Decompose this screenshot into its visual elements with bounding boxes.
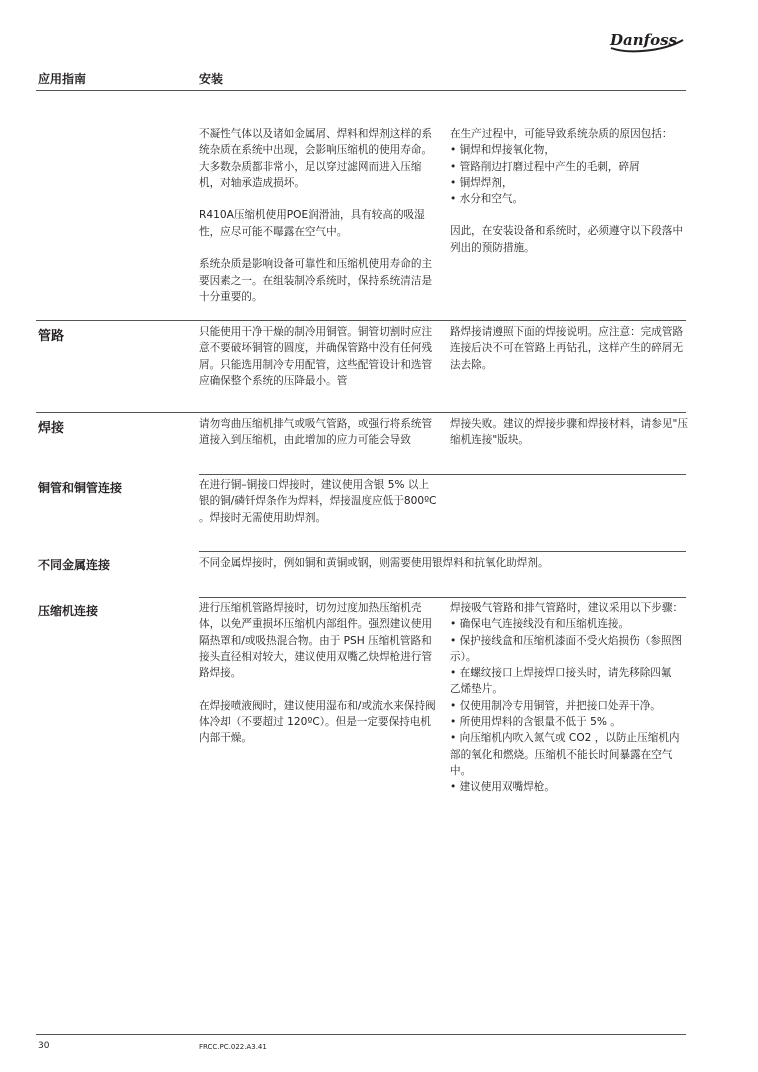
list-item: • 铜焊焊剂， [450,176,513,189]
header-rule [36,90,686,91]
piping-left-text: 只能使用干净干燥的制冷用铜管。铜管切割时应注意不要破坏铜管的圆度，并确保管路中没有任何残屑。只能选用制冷专用配管，这些配管设计和选管应确保整个系统的压降最小。管 [199,326,433,387]
list-item: • 保护接线盒和压缩机漆面不受火焰损伤（参照图 [450,634,683,647]
intro-lead: 在生产过程中，可能导致系统杂质的原因包括： [450,128,673,140]
intro-paragraph: 系统杂质是影响设备可靠性和压缩机使用寿命的主要因素之一。在组装制冷系统时，保持系统清洁是十分重要的。 [199,258,433,303]
logo-text: Danfoss [610,31,677,49]
piping-right-text: 路焊接请遵照下面的焊接说明。应注意：完成管路连接后决不可在管路上再钻孔，这样产生的碎屑无法去除。 [450,326,684,371]
footer-rule [36,1034,686,1035]
compressor-paragraph: 在焊接喷液阀时，建议使用湿布和/或流水来保持阀体冷却（不要超过 120ºC）。但是一定要保持电机内部干燥。 [199,699,436,745]
section-label-copper: 铜管和铜管连接 [38,481,123,495]
list-item: • 管路削边打磨过程中产生的毛刺，碎屑 [450,160,640,173]
list-item: • 铜焊和焊接氧化物， [450,144,555,157]
document-code: FRCC.PC.022.A3.41 [199,1043,267,1051]
list-item-continued: 示）。 [450,650,477,663]
page-section-title: 应用指南 [38,72,87,86]
list-item: • 在螺纹接口上焊接焊口接头时，请先移除四氟 [450,667,672,680]
intro-paragraph: R410A压缩机使用POE润滑油，具有较高的吸湿性，应尽可能不曝露在空气中。 [199,209,425,238]
section-rule [199,551,686,552]
intro-paragraph: 不凝性气体以及诸如金属屑、焊料和焊剂这样的系统杂质在系统中出现，会影响压缩机的使用寿命。大多数杂质都非常小，足以穿过滤网而进入压缩机，对轴承造成损坏。 [199,128,433,189]
section-label-welding: 焊接 [38,421,65,436]
section-rule [36,412,686,413]
dissimilar-text: 不同金属焊接时，例如铜和黄铜或钢，则需要使用银焊料和抗氧化助焊剂。 [199,557,549,569]
section-label-dissimilar: 不同金属连接 [38,558,111,572]
page-number: 30 [38,1041,50,1051]
compressor-lead: 焊接吸气管路和排气管路时，建议采用以下步骤： [450,602,684,614]
list-item: • 向压缩机内吹入氮气或 CO2 ，以防止压缩机内 [450,732,680,745]
compressor-left-column [199,600,439,747]
section-label-piping: 管路 [38,329,65,344]
section-rule [199,597,686,598]
section-rule [199,474,686,475]
intro-right-column [450,126,690,256]
danfoss-logo [607,28,687,56]
page-subsection-title: 安装 [199,72,224,86]
list-item-continued: 部的氧化和燃烧。压缩机不能长时间暴露在空气中。 [450,748,673,777]
list-item: • 确保电气连接线没有和压缩机连接。 [450,618,630,631]
list-item-continued: 乙烯垫片。 [450,683,503,696]
welding-right-text: 焊接失败。建议的焊接步骤和焊接材料，请参见"压缩机连接"版块。 [450,418,688,447]
compressor-paragraph: 进行压缩机管路焊接时，切勿过度加热压缩机壳体，以免严重损坏压缩机内部组件。强烈建议使用隔热罩和/或吸热混合物。由于 PSH 压缩机管路和接头直径相对较大，建议使用双嘴乙炔焊枪进行管路焊接。 [199,602,433,680]
welding-left-text: 请勿弯曲压缩机排气或吸气管路，或强行将系统管道接入到压缩机，由此增加的应力可能会导致 [199,418,433,447]
section-rule [36,320,686,321]
list-item: • 所使用焊料的含银量不低于 5% 。 [450,716,621,729]
list-item: • 建议使用双嘴焊枪。 [450,781,555,794]
intro-left-column [199,126,439,305]
compressor-right-column [450,600,690,796]
list-item: • 仅使用制冷专用铜管，并把接口处弄干净。 [450,699,661,712]
copper-text: 在进行铜–铜接口焊接时，建议使用含银 5% 以上银的铜/磷钎焊条作为焊料，焊接温度应低于800ºC 。焊接时无需使用助焊剂。 [199,479,437,524]
list-item: • 水分和空气。 [450,193,524,206]
intro-closing: 因此，在安装设备和系统时，必须遵守以下段落中列出的预防措施。 [450,225,684,254]
section-label-compressor: 压缩机连接 [38,604,99,618]
